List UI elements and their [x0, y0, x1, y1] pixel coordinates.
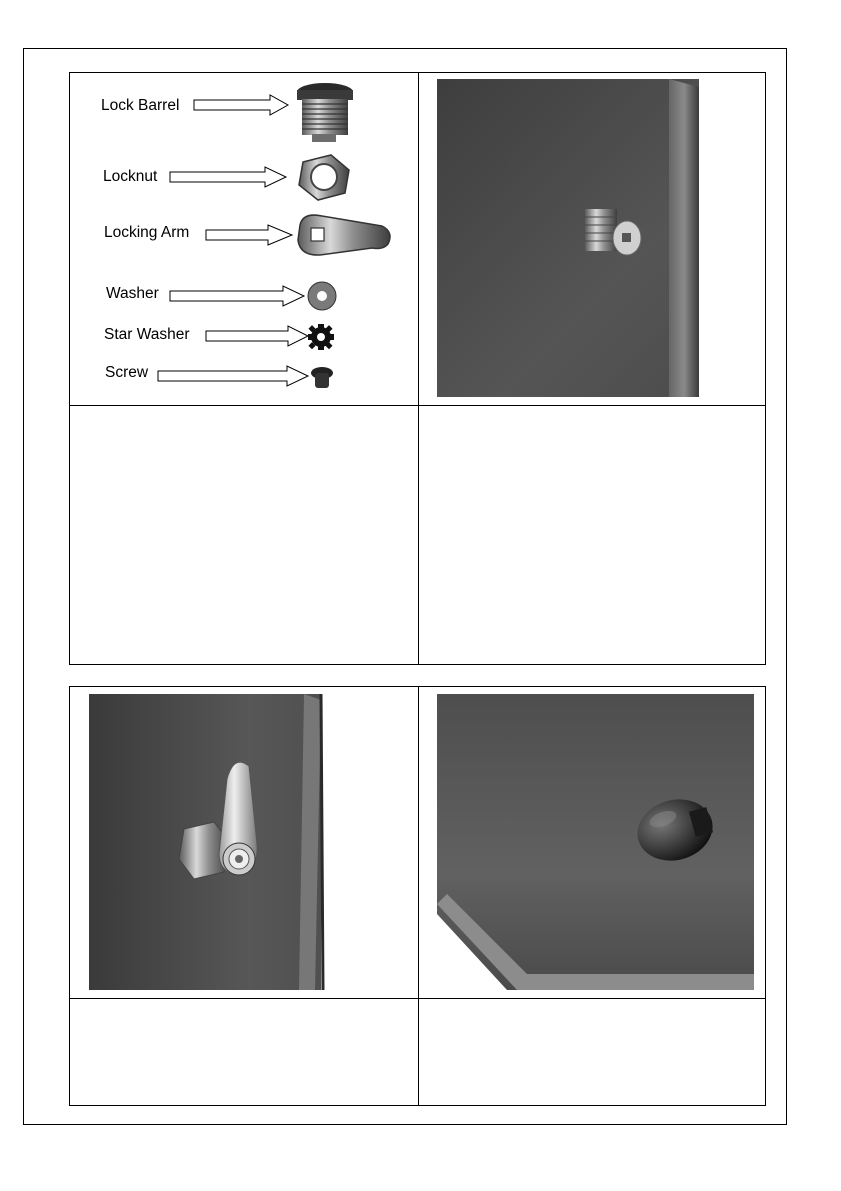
label-star-washer: Star Washer [104, 326, 190, 343]
label-washer: Washer [106, 285, 159, 302]
screw-icon [311, 367, 333, 388]
lock-barrel-icon [297, 83, 353, 142]
label-screw: Screw [105, 364, 149, 381]
top-panel-divider-horizontal [69, 405, 766, 406]
photo-locking-arm-fitted [89, 694, 409, 990]
arrow-locking-arm [206, 225, 292, 245]
footer-rule-right [445, 1124, 787, 1125]
arrow-lock-barrel [194, 95, 288, 115]
locking-arm-icon [298, 215, 390, 255]
star-washer-icon [308, 324, 334, 350]
photo-lock-barrel-outside [437, 694, 754, 990]
label-locking-arm: Locking Arm [104, 224, 190, 241]
label-locknut: Locknut [103, 168, 158, 185]
locknut-icon [299, 155, 349, 200]
photo-lock-fitted-door [437, 79, 755, 397]
arrow-locknut [170, 167, 286, 187]
arrow-screw [158, 366, 308, 386]
washer-icon [308, 282, 336, 310]
arrow-star-washer [206, 326, 308, 346]
bottom-panel-divider-vertical [418, 686, 419, 1106]
bottom-panel-divider-horizontal [69, 998, 766, 999]
footer-rule-left [50, 1124, 392, 1125]
arrow-washer [170, 286, 304, 306]
parts-diagram [0, 0, 420, 405]
label-lock-barrel: Lock Barrel [101, 97, 180, 114]
